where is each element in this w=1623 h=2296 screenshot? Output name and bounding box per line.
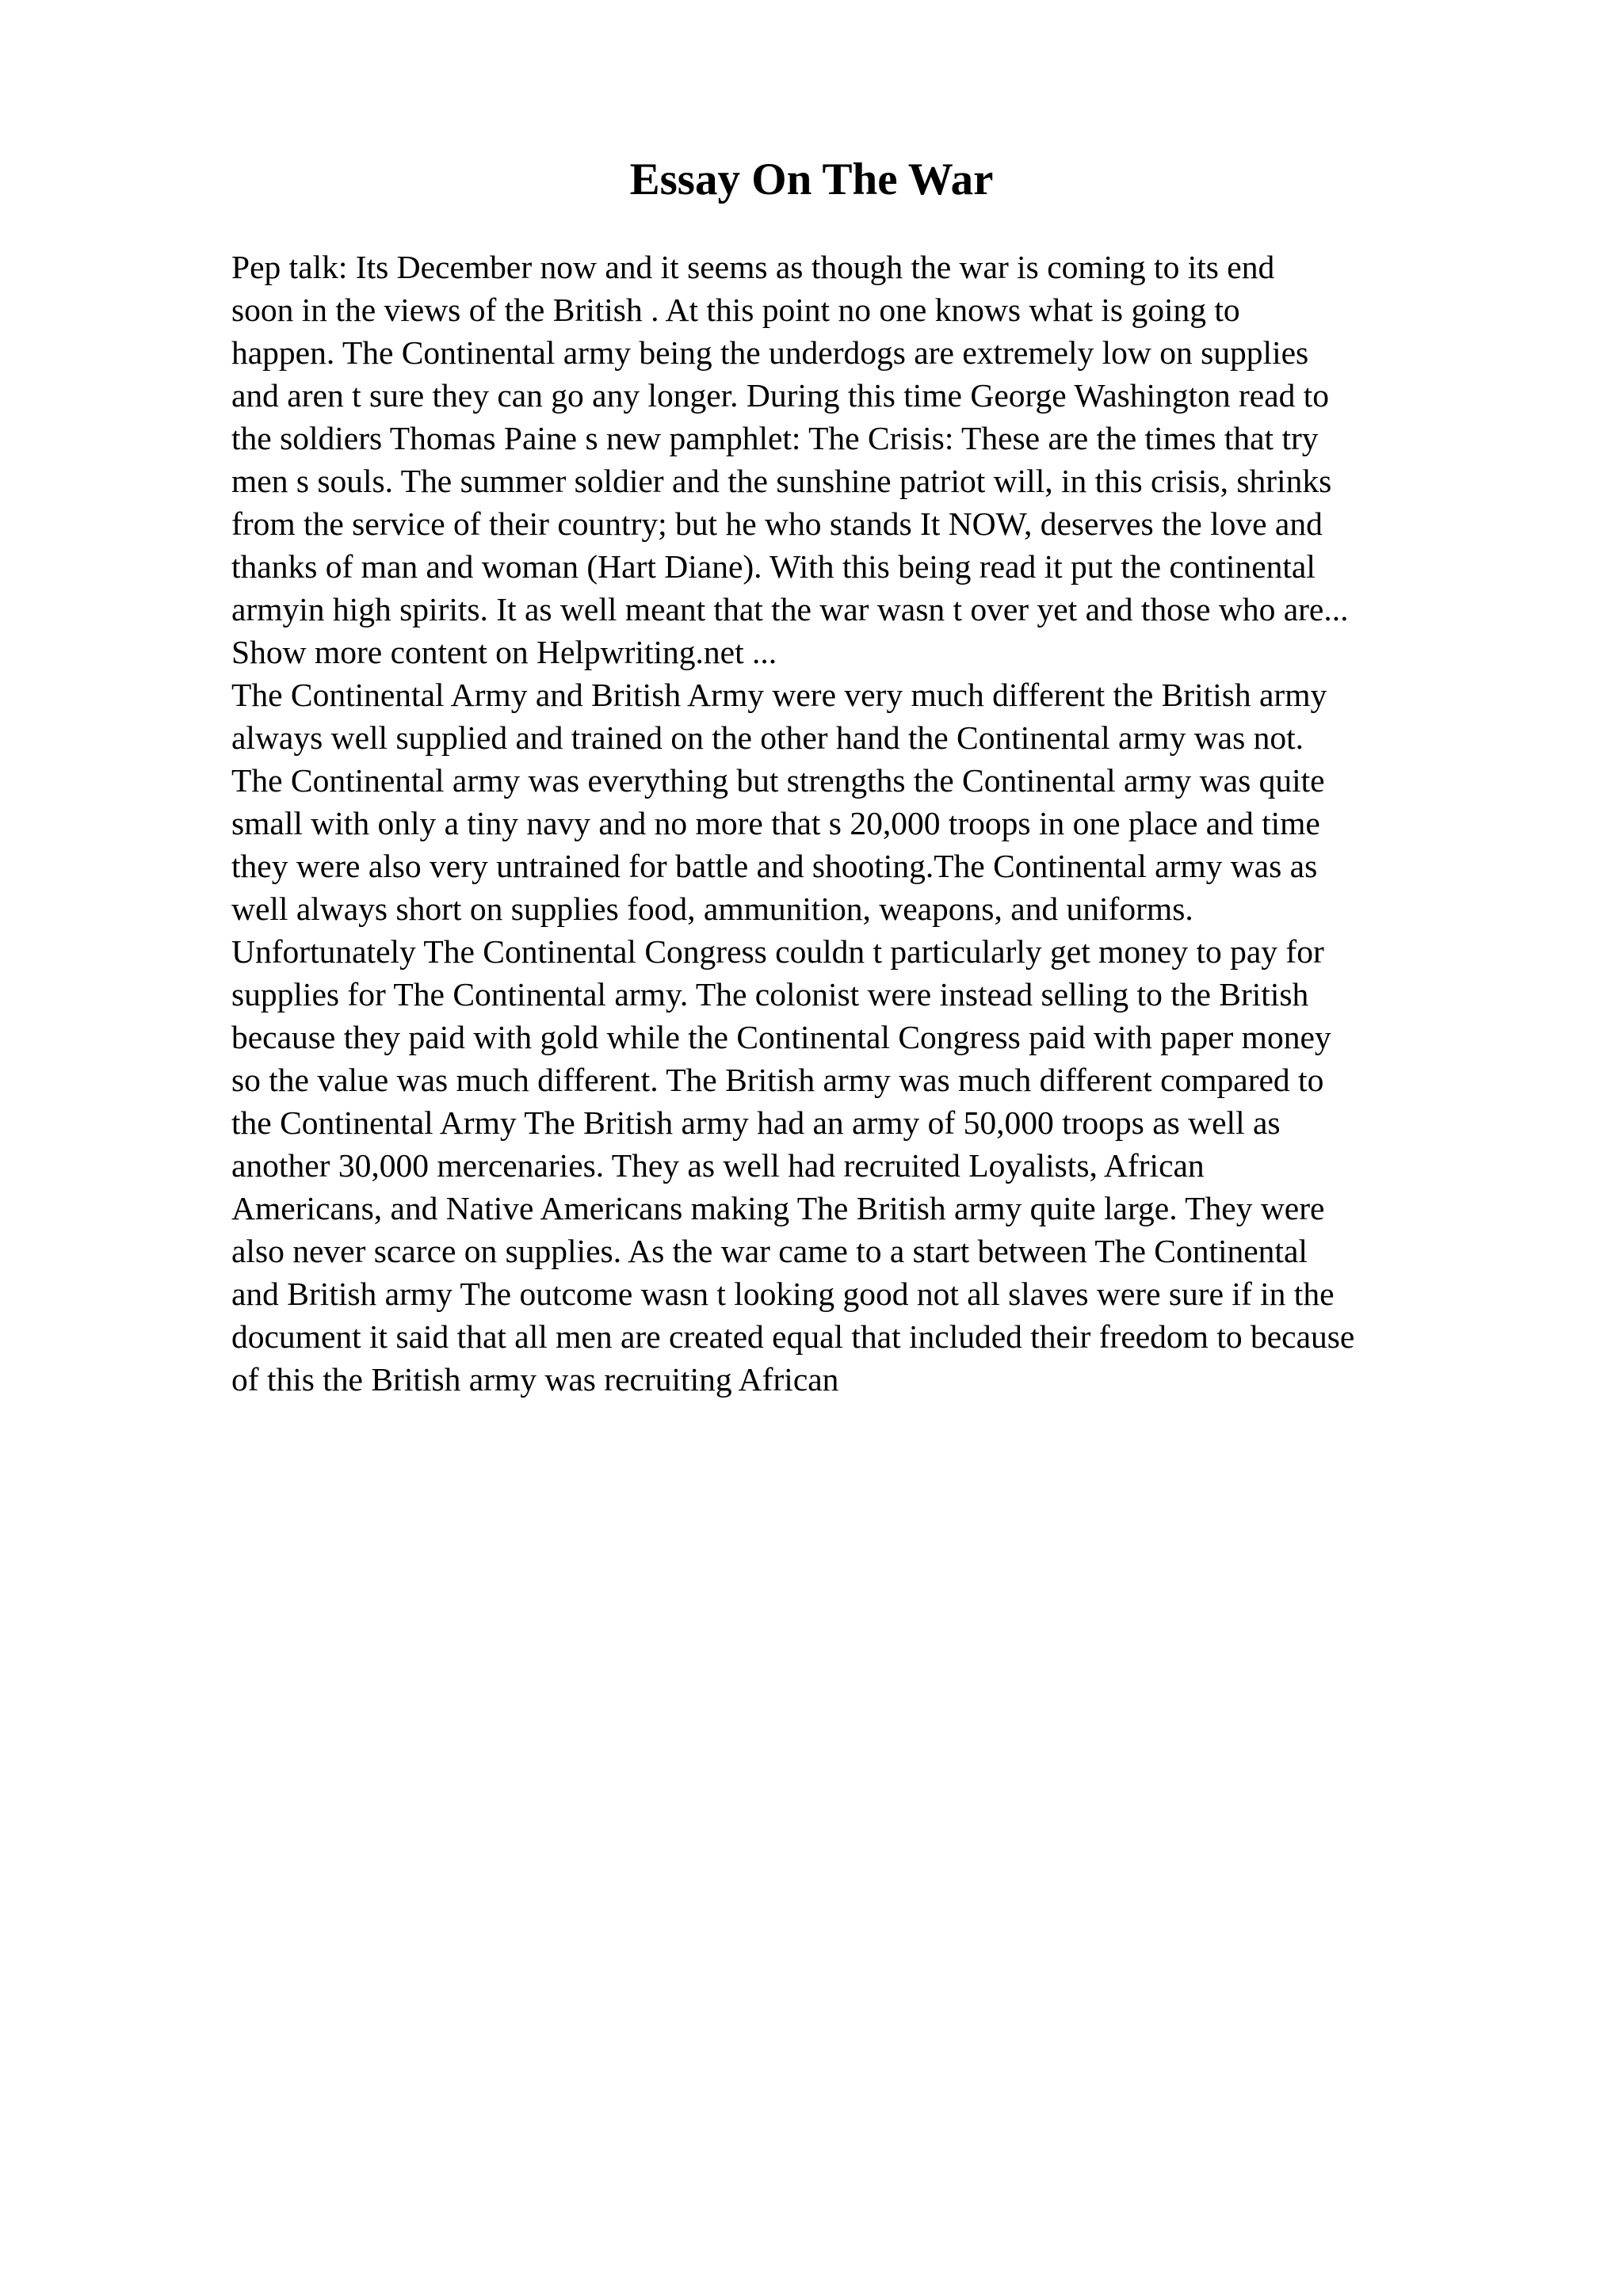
text-line: and British army The outcome wasn t looking good not all slaves were sure if in the [231,1276,1335,1312]
text-line: The Continental army was everything but strengths the Continental army was quite [231,762,1325,799]
text-line: always well supplied and trained on the other hand the Continental army was not. [231,719,1304,756]
text-line: The Continental Army and British Army were very much different the British army [231,677,1327,713]
text-line: from the service of their country; but he who stands It NOW, deserves the love and [231,505,1323,542]
text-line: document it said that all men are created equal that included their freedom to because [231,1318,1355,1355]
text-line: also never scarce on supplies. As the war came to a start between The Continental [231,1233,1308,1269]
text-line: the soldiers Thomas Paine s new pamphlet: The Crisis: These are the times that try [231,420,1319,456]
text-line: well always short on supplies food, ammunition, weapons, and uniforms. [231,891,1193,927]
text-line: armyin high spirits. It as well meant that the war wasn t over yet and those who are... [231,591,1349,627]
text-line: men s souls. The summer soldier and the sunshine patriot will, in this crisis, shrinks [231,463,1332,499]
show-more-line: Show more content on Helpwriting.net ... [231,634,777,670]
text-line: soon in the views of the British . At this point no one knows what is going to [231,292,1240,328]
document-body [231,246,1515,1401]
text-line: Pep talk: Its December now and it seems as though the war is coming to its end [231,249,1275,285]
text-line: happen. The Continental army being the underdogs are extremely low on supplies [231,334,1309,371]
text-line: so the value was much different. The British army was much different compared to [231,1062,1324,1098]
text-line: supplies for The Continental army. The colonist were instead selling to the British [231,976,1309,1013]
text-line: they were also very untrained for battle and shooting.The Continental army was as [231,848,1318,884]
text-line: the Continental Army The British army had an army of 50,000 troops as well as [231,1104,1281,1141]
text-line: small with only a tiny navy and no more that s 20,000 troops in one place and time [231,805,1320,841]
text-line: Americans, and Native Americans making The British army quite large. They were [231,1190,1325,1226]
text-line: of this the British army was recruiting African [231,1361,839,1398]
text-line: thanks of man and woman (Hart Diane). With this being read it put the continental [231,548,1316,585]
text-line: another 30,000 mercenaries. They as well had recruited Loyalists, African [231,1147,1205,1184]
text-line: Unfortunately The Continental Congress couldn t particularly get money to pay for [231,933,1324,970]
document-title: Essay On The War [629,154,994,204]
text-line: because they paid with gold while the Continental Congress paid with paper money [231,1019,1331,1055]
text-line: and aren t sure they can go any longer. During this time George Washington read to [231,377,1330,414]
